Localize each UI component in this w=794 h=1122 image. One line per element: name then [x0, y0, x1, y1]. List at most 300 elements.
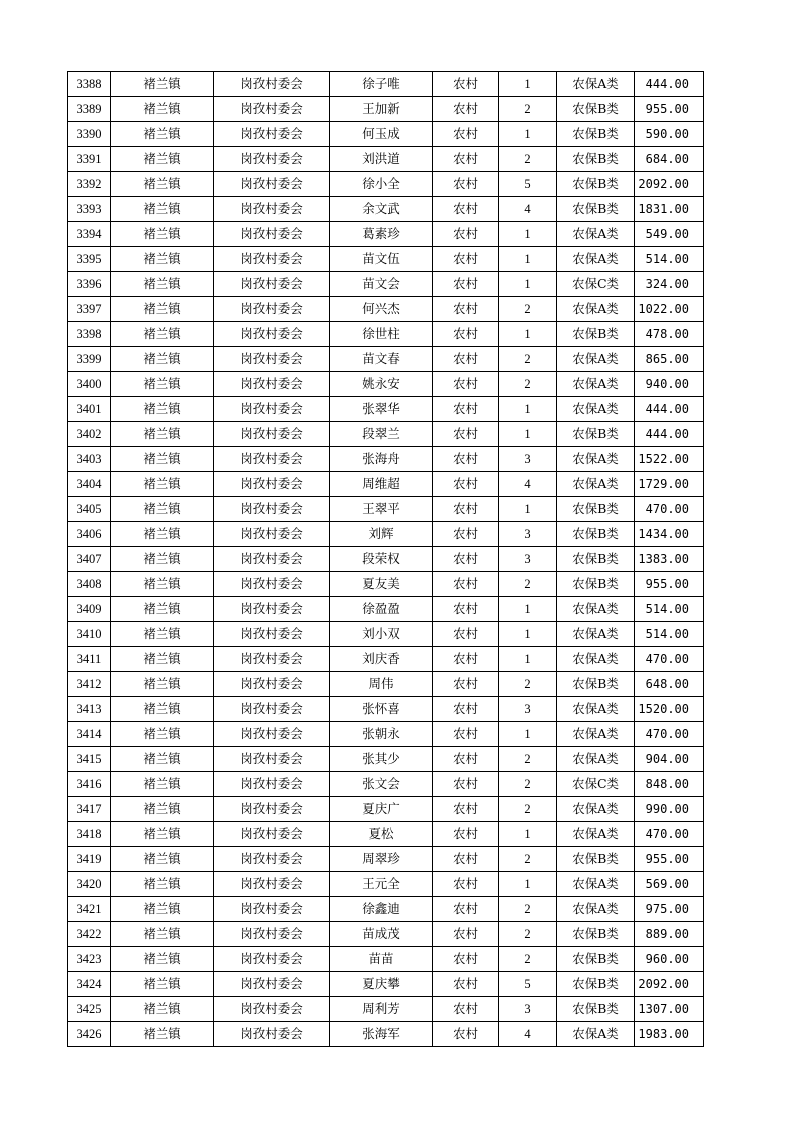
- village-committee-cell: 岗孜村委会: [214, 97, 330, 122]
- name-cell: 苗文伍: [330, 247, 433, 272]
- household-type-cell: 农村: [433, 547, 499, 572]
- table-row: [68, 447, 704, 472]
- insurance-category-cell: 农保A类: [557, 872, 635, 897]
- insurance-category-cell: 农保B类: [557, 97, 635, 122]
- table-row: [68, 747, 704, 772]
- family-size-cell: 1: [499, 222, 557, 247]
- table-row: [68, 722, 704, 747]
- town-cell: 褚兰镇: [111, 122, 214, 147]
- village-committee-cell: 岗孜村委会: [214, 847, 330, 872]
- family-size-cell: 5: [499, 172, 557, 197]
- table-row: [68, 822, 704, 847]
- family-size-cell: 3: [499, 447, 557, 472]
- amount-cell: 1022.00: [635, 297, 704, 322]
- table-row: [68, 122, 704, 147]
- table-row: [68, 947, 704, 972]
- family-size-cell: 1: [499, 647, 557, 672]
- village-committee-cell: 岗孜村委会: [214, 797, 330, 822]
- family-size-cell: 1: [499, 597, 557, 622]
- amount-cell: 514.00: [635, 597, 704, 622]
- name-cell: 苗苗: [330, 947, 433, 972]
- town-cell: 褚兰镇: [111, 772, 214, 797]
- village-committee-cell: 岗孜村委会: [214, 697, 330, 722]
- town-cell: 褚兰镇: [111, 847, 214, 872]
- town-cell: 褚兰镇: [111, 397, 214, 422]
- table-row: [68, 347, 704, 372]
- row-index-cell: 3415: [68, 747, 111, 772]
- insurance-category-cell: 农保A类: [557, 222, 635, 247]
- insurance-category-cell: 农保A类: [557, 822, 635, 847]
- insurance-category-cell: 农保A类: [557, 647, 635, 672]
- family-size-cell: 1: [499, 872, 557, 897]
- insurance-category-cell: 农保B类: [557, 672, 635, 697]
- table-row: [68, 1022, 704, 1047]
- amount-cell: 1522.00: [635, 447, 704, 472]
- town-cell: 褚兰镇: [111, 897, 214, 922]
- table-row: [68, 872, 704, 897]
- town-cell: 褚兰镇: [111, 322, 214, 347]
- insurance-category-cell: 农保A类: [557, 472, 635, 497]
- town-cell: 褚兰镇: [111, 747, 214, 772]
- village-committee-cell: 岗孜村委会: [214, 272, 330, 297]
- table-row: [68, 772, 704, 797]
- town-cell: 褚兰镇: [111, 872, 214, 897]
- name-cell: 周维超: [330, 472, 433, 497]
- insurance-category-cell: 农保B类: [557, 322, 635, 347]
- row-index-cell: 3404: [68, 472, 111, 497]
- amount-cell: 955.00: [635, 97, 704, 122]
- amount-cell: 1831.00: [635, 197, 704, 222]
- row-index-cell: 3391: [68, 147, 111, 172]
- town-cell: 褚兰镇: [111, 497, 214, 522]
- name-cell: 苗文春: [330, 347, 433, 372]
- town-cell: 褚兰镇: [111, 347, 214, 372]
- family-size-cell: 1: [499, 72, 557, 97]
- amount-cell: 1729.00: [635, 472, 704, 497]
- row-index-cell: 3390: [68, 122, 111, 147]
- insurance-category-cell: 农保B类: [557, 847, 635, 872]
- town-cell: 褚兰镇: [111, 622, 214, 647]
- insurance-category-cell: 农保C类: [557, 272, 635, 297]
- town-cell: 褚兰镇: [111, 972, 214, 997]
- household-type-cell: 农村: [433, 297, 499, 322]
- household-type-cell: 农村: [433, 97, 499, 122]
- village-committee-cell: 岗孜村委会: [214, 347, 330, 372]
- table-row: [68, 397, 704, 422]
- family-size-cell: 2: [499, 947, 557, 972]
- household-type-cell: 农村: [433, 997, 499, 1022]
- amount-cell: 684.00: [635, 147, 704, 172]
- name-cell: 刘洪道: [330, 147, 433, 172]
- family-size-cell: 2: [499, 572, 557, 597]
- village-committee-cell: 岗孜村委会: [214, 247, 330, 272]
- household-type-cell: 农村: [433, 872, 499, 897]
- amount-cell: 514.00: [635, 622, 704, 647]
- family-size-cell: 4: [499, 472, 557, 497]
- table-row: [68, 472, 704, 497]
- row-index-cell: 3419: [68, 847, 111, 872]
- name-cell: 姚永安: [330, 372, 433, 397]
- family-size-cell: 1: [499, 622, 557, 647]
- family-size-cell: 4: [499, 1022, 557, 1047]
- household-type-cell: 农村: [433, 197, 499, 222]
- household-type-cell: 农村: [433, 897, 499, 922]
- table-row: [68, 497, 704, 522]
- household-type-cell: 农村: [433, 397, 499, 422]
- name-cell: 葛素珍: [330, 222, 433, 247]
- name-cell: 徐鑫迪: [330, 897, 433, 922]
- village-committee-cell: 岗孜村委会: [214, 872, 330, 897]
- village-committee-cell: 岗孜村委会: [214, 572, 330, 597]
- family-size-cell: 2: [499, 147, 557, 172]
- row-index-cell: 3408: [68, 572, 111, 597]
- town-cell: 褚兰镇: [111, 72, 214, 97]
- amount-cell: 2092.00: [635, 972, 704, 997]
- table-row: [68, 297, 704, 322]
- household-type-cell: 农村: [433, 747, 499, 772]
- row-index-cell: 3412: [68, 672, 111, 697]
- household-type-cell: 农村: [433, 572, 499, 597]
- village-committee-cell: 岗孜村委会: [214, 822, 330, 847]
- town-cell: 褚兰镇: [111, 172, 214, 197]
- family-size-cell: 2: [499, 847, 557, 872]
- table-row: [68, 597, 704, 622]
- town-cell: 褚兰镇: [111, 722, 214, 747]
- row-index-cell: 3410: [68, 622, 111, 647]
- insurance-category-cell: 农保A类: [557, 897, 635, 922]
- family-size-cell: 1: [499, 272, 557, 297]
- name-cell: 徐世柱: [330, 322, 433, 347]
- name-cell: 刘辉: [330, 522, 433, 547]
- village-committee-cell: 岗孜村委会: [214, 222, 330, 247]
- amount-cell: 848.00: [635, 772, 704, 797]
- family-size-cell: 3: [499, 522, 557, 547]
- name-cell: 王元全: [330, 872, 433, 897]
- town-cell: 褚兰镇: [111, 272, 214, 297]
- family-size-cell: 1: [499, 322, 557, 347]
- amount-cell: 470.00: [635, 647, 704, 672]
- name-cell: 苗成茂: [330, 922, 433, 947]
- row-index-cell: 3392: [68, 172, 111, 197]
- town-cell: 褚兰镇: [111, 222, 214, 247]
- name-cell: 夏庆攀: [330, 972, 433, 997]
- town-cell: 褚兰镇: [111, 572, 214, 597]
- village-committee-cell: 岗孜村委会: [214, 197, 330, 222]
- household-type-cell: 农村: [433, 272, 499, 297]
- village-committee-cell: 岗孜村委会: [214, 122, 330, 147]
- town-cell: 褚兰镇: [111, 697, 214, 722]
- household-type-cell: 农村: [433, 972, 499, 997]
- family-size-cell: 2: [499, 347, 557, 372]
- town-cell: 褚兰镇: [111, 247, 214, 272]
- amount-cell: 940.00: [635, 372, 704, 397]
- row-index-cell: 3424: [68, 972, 111, 997]
- insurance-category-cell: 农保B类: [557, 497, 635, 522]
- insurance-category-cell: 农保A类: [557, 72, 635, 97]
- table-row: [68, 97, 704, 122]
- table-row: [68, 222, 704, 247]
- household-type-cell: 农村: [433, 422, 499, 447]
- name-cell: 刘小双: [330, 622, 433, 647]
- family-size-cell: 2: [499, 747, 557, 772]
- row-index-cell: 3400: [68, 372, 111, 397]
- town-cell: 褚兰镇: [111, 822, 214, 847]
- family-size-cell: 2: [499, 372, 557, 397]
- household-type-cell: 农村: [433, 947, 499, 972]
- insurance-category-cell: 农保A类: [557, 247, 635, 272]
- amount-cell: 955.00: [635, 572, 704, 597]
- row-index-cell: 3414: [68, 722, 111, 747]
- family-size-cell: 3: [499, 547, 557, 572]
- amount-cell: 324.00: [635, 272, 704, 297]
- insurance-category-cell: 农保B类: [557, 172, 635, 197]
- name-cell: 夏庆广: [330, 797, 433, 822]
- insurance-category-cell: 农保A类: [557, 622, 635, 647]
- name-cell: 王翠平: [330, 497, 433, 522]
- name-cell: 夏友美: [330, 572, 433, 597]
- family-size-cell: 1: [499, 422, 557, 447]
- household-type-cell: 农村: [433, 772, 499, 797]
- insurance-category-cell: 农保B类: [557, 997, 635, 1022]
- town-cell: 褚兰镇: [111, 97, 214, 122]
- town-cell: 褚兰镇: [111, 472, 214, 497]
- row-index-cell: 3413: [68, 697, 111, 722]
- insurance-category-cell: 农保B类: [557, 547, 635, 572]
- row-index-cell: 3396: [68, 272, 111, 297]
- household-type-cell: 农村: [433, 172, 499, 197]
- table-row: [68, 247, 704, 272]
- town-cell: 褚兰镇: [111, 647, 214, 672]
- insurance-category-cell: 农保B类: [557, 422, 635, 447]
- amount-cell: 1983.00: [635, 1022, 704, 1047]
- row-index-cell: 3399: [68, 347, 111, 372]
- town-cell: 褚兰镇: [111, 922, 214, 947]
- amount-cell: 514.00: [635, 247, 704, 272]
- row-index-cell: 3389: [68, 97, 111, 122]
- town-cell: 褚兰镇: [111, 997, 214, 1022]
- town-cell: 褚兰镇: [111, 522, 214, 547]
- village-committee-cell: 岗孜村委会: [214, 297, 330, 322]
- town-cell: 褚兰镇: [111, 422, 214, 447]
- data-table: [67, 71, 704, 1047]
- insurance-category-cell: 农保B类: [557, 572, 635, 597]
- village-committee-cell: 岗孜村委会: [214, 522, 330, 547]
- village-committee-cell: 岗孜村委会: [214, 322, 330, 347]
- amount-cell: 1383.00: [635, 547, 704, 572]
- town-cell: 褚兰镇: [111, 147, 214, 172]
- name-cell: 段翠兰: [330, 422, 433, 447]
- family-size-cell: 3: [499, 997, 557, 1022]
- town-cell: 褚兰镇: [111, 447, 214, 472]
- household-type-cell: 农村: [433, 847, 499, 872]
- town-cell: 褚兰镇: [111, 547, 214, 572]
- village-committee-cell: 岗孜村委会: [214, 147, 330, 172]
- table-row: [68, 897, 704, 922]
- household-type-cell: 农村: [433, 322, 499, 347]
- village-committee-cell: 岗孜村委会: [214, 897, 330, 922]
- village-committee-cell: 岗孜村委会: [214, 72, 330, 97]
- village-committee-cell: 岗孜村委会: [214, 447, 330, 472]
- amount-cell: 1307.00: [635, 997, 704, 1022]
- insurance-category-cell: 农保A类: [557, 697, 635, 722]
- village-committee-cell: 岗孜村委会: [214, 997, 330, 1022]
- amount-cell: 1434.00: [635, 522, 704, 547]
- row-index-cell: 3426: [68, 1022, 111, 1047]
- insurance-category-cell: 农保B类: [557, 147, 635, 172]
- table-row: [68, 272, 704, 297]
- family-size-cell: 2: [499, 897, 557, 922]
- household-type-cell: 农村: [433, 147, 499, 172]
- insurance-category-cell: 农保B类: [557, 972, 635, 997]
- family-size-cell: 1: [499, 722, 557, 747]
- name-cell: 段荣权: [330, 547, 433, 572]
- name-cell: 张翠华: [330, 397, 433, 422]
- village-committee-cell: 岗孜村委会: [214, 547, 330, 572]
- name-cell: 张朝永: [330, 722, 433, 747]
- name-cell: 徐子唯: [330, 72, 433, 97]
- household-type-cell: 农村: [433, 472, 499, 497]
- family-size-cell: 2: [499, 672, 557, 697]
- amount-cell: 470.00: [635, 722, 704, 747]
- household-type-cell: 农村: [433, 622, 499, 647]
- household-type-cell: 农村: [433, 1022, 499, 1047]
- table-row: [68, 197, 704, 222]
- family-size-cell: 1: [499, 497, 557, 522]
- household-type-cell: 农村: [433, 597, 499, 622]
- insurance-category-cell: 农保A类: [557, 722, 635, 747]
- town-cell: 褚兰镇: [111, 197, 214, 222]
- household-type-cell: 农村: [433, 522, 499, 547]
- amount-cell: 889.00: [635, 922, 704, 947]
- amount-cell: 904.00: [635, 747, 704, 772]
- table-row: [68, 172, 704, 197]
- household-type-cell: 农村: [433, 672, 499, 697]
- table-row: [68, 147, 704, 172]
- village-committee-cell: 岗孜村委会: [214, 472, 330, 497]
- name-cell: 周伟: [330, 672, 433, 697]
- amount-cell: 444.00: [635, 422, 704, 447]
- row-index-cell: 3403: [68, 447, 111, 472]
- insurance-category-cell: 农保B类: [557, 522, 635, 547]
- row-index-cell: 3418: [68, 822, 111, 847]
- insurance-category-cell: 农保A类: [557, 347, 635, 372]
- village-committee-cell: 岗孜村委会: [214, 672, 330, 697]
- row-index-cell: 3416: [68, 772, 111, 797]
- row-index-cell: 3397: [68, 297, 111, 322]
- amount-cell: 975.00: [635, 897, 704, 922]
- name-cell: 张文会: [330, 772, 433, 797]
- insurance-category-cell: 农保C类: [557, 772, 635, 797]
- row-index-cell: 3406: [68, 522, 111, 547]
- household-type-cell: 农村: [433, 247, 499, 272]
- village-committee-cell: 岗孜村委会: [214, 597, 330, 622]
- name-cell: 刘庆香: [330, 647, 433, 672]
- table-row: [68, 997, 704, 1022]
- village-committee-cell: 岗孜村委会: [214, 772, 330, 797]
- insurance-category-cell: 农保A类: [557, 747, 635, 772]
- table-row: [68, 847, 704, 872]
- town-cell: 褚兰镇: [111, 297, 214, 322]
- table-row: [68, 922, 704, 947]
- name-cell: 夏松: [330, 822, 433, 847]
- row-index-cell: 3405: [68, 497, 111, 522]
- table-row: [68, 647, 704, 672]
- name-cell: 何兴杰: [330, 297, 433, 322]
- name-cell: 张其少: [330, 747, 433, 772]
- village-committee-cell: 岗孜村委会: [214, 722, 330, 747]
- village-committee-cell: 岗孜村委会: [214, 647, 330, 672]
- row-index-cell: 3393: [68, 197, 111, 222]
- table-row: [68, 547, 704, 572]
- household-type-cell: 农村: [433, 822, 499, 847]
- amount-cell: 2092.00: [635, 172, 704, 197]
- village-committee-cell: 岗孜村委会: [214, 422, 330, 447]
- insurance-category-cell: 农保A类: [557, 597, 635, 622]
- family-size-cell: 1: [499, 247, 557, 272]
- family-size-cell: 2: [499, 97, 557, 122]
- table-row: [68, 797, 704, 822]
- name-cell: 张怀喜: [330, 697, 433, 722]
- town-cell: 褚兰镇: [111, 372, 214, 397]
- row-index-cell: 3422: [68, 922, 111, 947]
- household-type-cell: 农村: [433, 122, 499, 147]
- household-type-cell: 农村: [433, 497, 499, 522]
- insurance-category-cell: 农保A类: [557, 397, 635, 422]
- amount-cell: 960.00: [635, 947, 704, 972]
- amount-cell: 569.00: [635, 872, 704, 897]
- table-row: [68, 972, 704, 997]
- family-size-cell: 1: [499, 397, 557, 422]
- row-index-cell: 3395: [68, 247, 111, 272]
- table-row: [68, 322, 704, 347]
- row-index-cell: 3407: [68, 547, 111, 572]
- insurance-category-cell: 农保A类: [557, 297, 635, 322]
- amount-cell: 955.00: [635, 847, 704, 872]
- village-committee-cell: 岗孜村委会: [214, 372, 330, 397]
- insurance-category-cell: 农保B类: [557, 122, 635, 147]
- family-size-cell: 2: [499, 772, 557, 797]
- village-committee-cell: 岗孜村委会: [214, 172, 330, 197]
- household-type-cell: 农村: [433, 447, 499, 472]
- household-type-cell: 农村: [433, 347, 499, 372]
- row-index-cell: 3417: [68, 797, 111, 822]
- household-type-cell: 农村: [433, 72, 499, 97]
- household-type-cell: 农村: [433, 722, 499, 747]
- village-committee-cell: 岗孜村委会: [214, 947, 330, 972]
- insurance-category-cell: 农保B类: [557, 947, 635, 972]
- village-committee-cell: 岗孜村委会: [214, 497, 330, 522]
- row-index-cell: 3401: [68, 397, 111, 422]
- table-row: [68, 672, 704, 697]
- table-row: [68, 422, 704, 447]
- insurance-category-cell: 农保A类: [557, 797, 635, 822]
- row-index-cell: 3388: [68, 72, 111, 97]
- household-type-cell: 农村: [433, 697, 499, 722]
- household-type-cell: 农村: [433, 222, 499, 247]
- row-index-cell: 3402: [68, 422, 111, 447]
- table-row: [68, 522, 704, 547]
- village-committee-cell: 岗孜村委会: [214, 747, 330, 772]
- name-cell: 王加新: [330, 97, 433, 122]
- amount-cell: 549.00: [635, 222, 704, 247]
- amount-cell: 1520.00: [635, 697, 704, 722]
- household-type-cell: 农村: [433, 647, 499, 672]
- family-size-cell: 1: [499, 122, 557, 147]
- name-cell: 徐小全: [330, 172, 433, 197]
- village-committee-cell: 岗孜村委会: [214, 972, 330, 997]
- town-cell: 褚兰镇: [111, 797, 214, 822]
- amount-cell: 470.00: [635, 822, 704, 847]
